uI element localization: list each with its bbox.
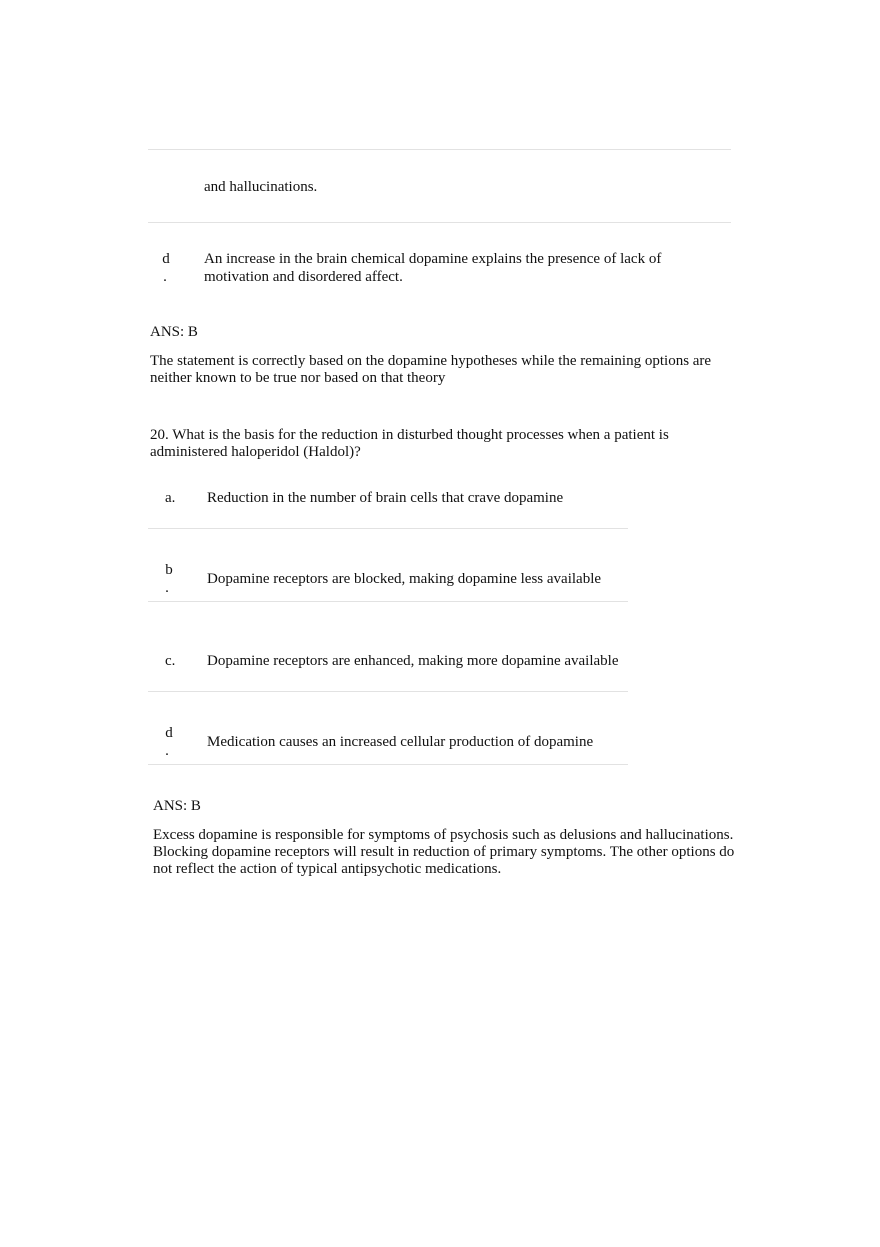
question-text-line2: administered haloperidol (Haldol)? (150, 444, 361, 460)
answer-key: ANS: B (150, 324, 198, 340)
option-d-text: Medication causes an increased cellular production of dopamine (207, 734, 594, 750)
answer-key: ANS: B (153, 798, 201, 814)
option-b-letter: b (165, 562, 173, 578)
option-c-continuation: and hallucinations. (204, 179, 318, 195)
option-divider (148, 691, 628, 692)
rationale-line1: Excess dopamine is responsible for symptoms of psychosis such as delusions and hallucinations. (153, 827, 734, 843)
rationale-line2: Blocking dopamine receptors will result in reduction of primary symptoms. The other options do (153, 844, 735, 860)
table-rule (148, 222, 731, 223)
option-b-text: Dopamine receptors are blocked, making dopamine less available (207, 571, 602, 587)
rationale-line3: not reflect the action of typical antipsychotic medications. (153, 861, 502, 877)
option-d-text-line2: motivation and disordered affect. (204, 269, 403, 285)
option-divider (148, 601, 628, 602)
option-c-text: Dopamine receptors are enhanced, making more dopamine available (207, 653, 619, 669)
rationale-line2: neither known to be true nor based on that theory (150, 370, 446, 386)
question-text-line1: 20. What is the basis for the reduction in disturbed thought processes when a patient is (150, 427, 669, 443)
option-divider (148, 764, 628, 765)
option-b-dot: . (165, 580, 169, 596)
option-d-text-line1: An increase in the brain chemical dopamine explains the presence of lack of (204, 251, 662, 267)
rationale-line1: The statement is correctly based on the dopamine hypotheses while the remaining options are (150, 353, 712, 369)
option-d-dot: . (163, 269, 167, 285)
option-d-letter: d (162, 251, 170, 267)
option-a-letter: a. (165, 490, 176, 506)
option-divider (148, 528, 628, 529)
table-rule-top (148, 149, 731, 150)
option-c-letter: c. (165, 653, 176, 669)
option-a-text: Reduction in the number of brain cells that crave dopamine (207, 490, 564, 506)
option-d-dot: . (165, 743, 169, 759)
option-d-letter: d (165, 725, 173, 741)
